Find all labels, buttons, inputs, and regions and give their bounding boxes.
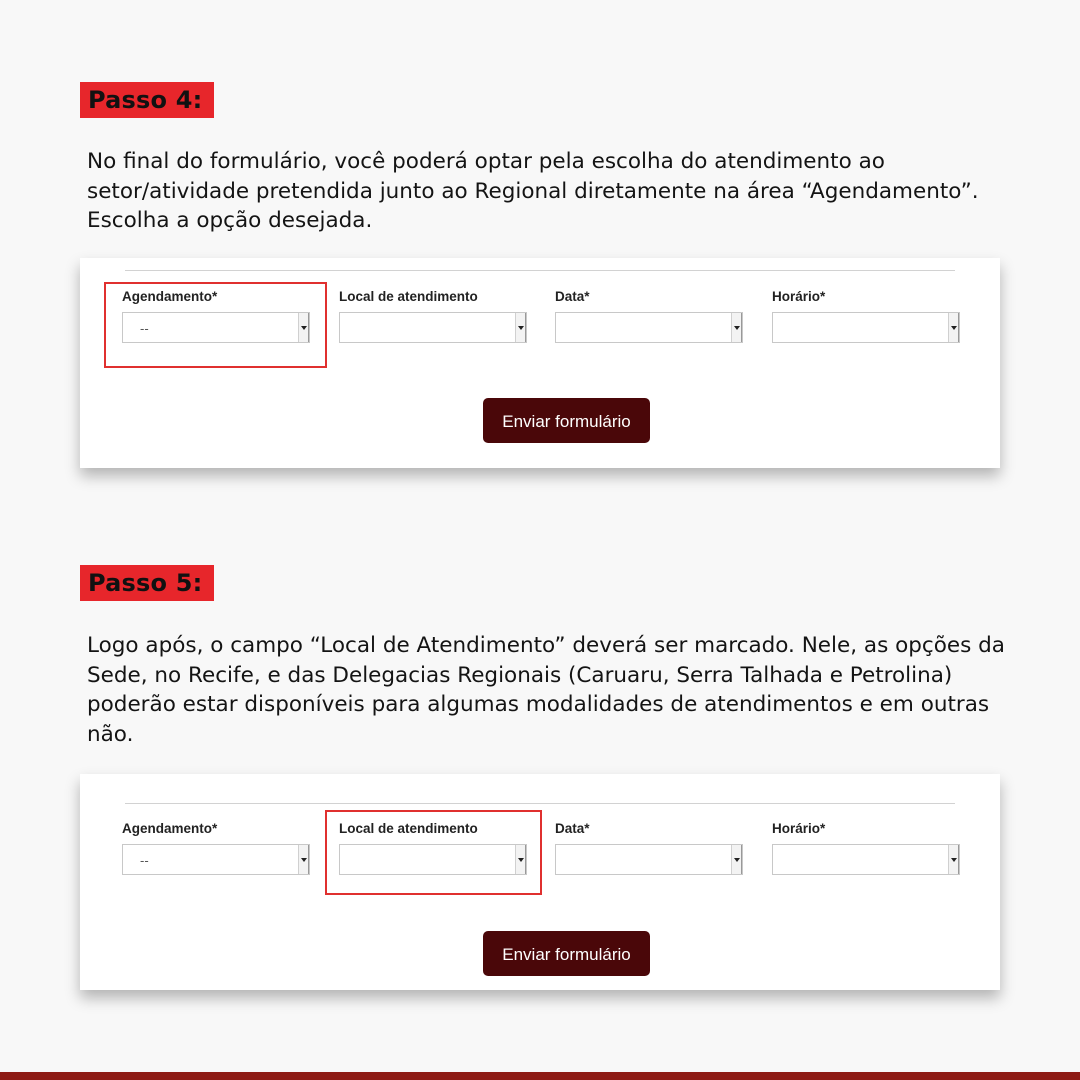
local-atendimento-label: Local de atendimento xyxy=(339,289,478,304)
data-select[interactable] xyxy=(555,312,743,343)
submit-form-button[interactable]: Enviar formulário xyxy=(483,931,650,976)
data-field xyxy=(555,288,743,343)
agendamento-label: Agendamento* xyxy=(122,289,218,304)
local-atendimento-field xyxy=(339,288,527,343)
step-5-tag: Passo 5: xyxy=(80,565,214,601)
chevron-down-icon xyxy=(948,845,959,874)
bottom-brand-bar xyxy=(0,1072,1080,1080)
horario-label: Horário* xyxy=(772,821,826,836)
horario-label: Horário* xyxy=(772,289,826,304)
agendamento-select[interactable] xyxy=(122,844,310,875)
agendamento-select-value: -- xyxy=(140,321,149,336)
data-label: Data* xyxy=(555,289,590,304)
agendamento-label: Agendamento* xyxy=(122,821,218,836)
agendamento-select-value: -- xyxy=(140,853,149,868)
chevron-down-icon xyxy=(948,313,959,342)
horario-field xyxy=(772,820,960,875)
data-label: Data* xyxy=(555,821,590,836)
local-atendimento-highlight-box xyxy=(325,810,542,895)
chevron-down-icon xyxy=(298,845,309,874)
horario-select[interactable] xyxy=(772,312,960,343)
form-divider xyxy=(125,803,955,804)
local-atendimento-select[interactable] xyxy=(339,312,527,343)
chevron-down-icon xyxy=(731,313,742,342)
data-select[interactable] xyxy=(555,844,743,875)
horario-field xyxy=(772,288,960,343)
step-4-instructions: No final do formulário, você poderá optar pela escolha do atendimento ao setor/atividade pretendida junto ao Regional diretamente na área “Agendamento”. Escolha a opção desejada. xyxy=(87,149,979,233)
agendamento-highlight-box xyxy=(104,282,327,368)
step-4-tag: Passo 4: xyxy=(80,82,214,118)
step-5-form-card xyxy=(80,774,1000,990)
chevron-down-icon xyxy=(731,845,742,874)
form-divider xyxy=(125,270,955,271)
step-5-instructions: Logo após, o campo “Local de Atendimento” deverá ser marcado. Nele, as opções da Sede, no Recife, e das Delegacias Regionais (Caruaru, Serra Talhada e Petrolina) poderão estar disponíveis para algumas modalidades de atendimentos e em outras não. xyxy=(87,633,1005,747)
chevron-down-icon xyxy=(515,313,526,342)
submit-form-button[interactable]: Enviar formulário xyxy=(483,398,650,443)
data-field xyxy=(555,820,743,875)
agendamento-field xyxy=(122,820,310,875)
step-4-form-card xyxy=(80,258,1000,468)
local-atendimento-label: Local de atendimento xyxy=(339,821,478,836)
horario-select[interactable] xyxy=(772,844,960,875)
